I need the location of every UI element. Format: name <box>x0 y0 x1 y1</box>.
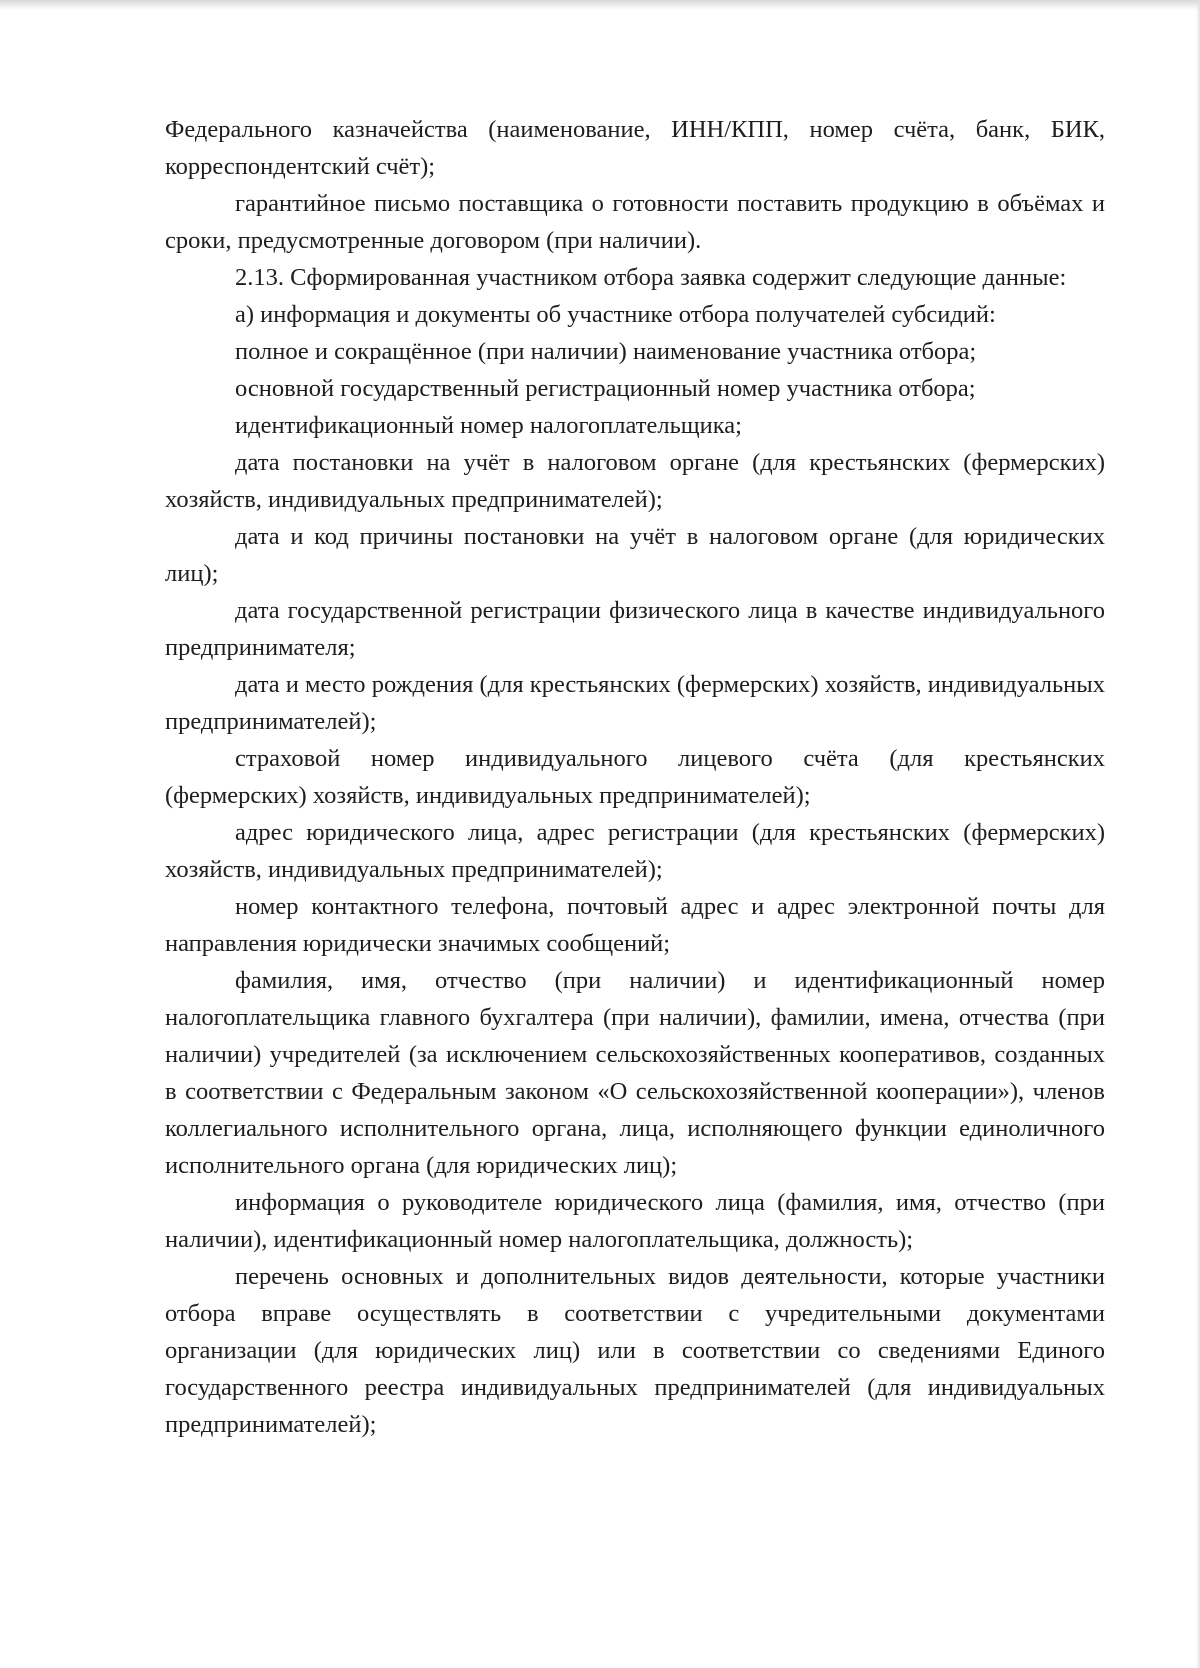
paragraph: полное и сокращённое (при наличии) наименование участника отбора; <box>235 338 977 365</box>
paragraph: 2.13. Сформированная участником отбора заявка содержит следующие данные: <box>235 264 1067 291</box>
paragraph: фамилия, имя, отчество (при наличии) и идентификационный номер налогоплательщика главного бухгалтера (при наличии), фамилии, имена, отчества (при наличии) учредителей (за исключением сельскохозяйственных кооперативов, созданных в соответствии с Федеральным законом «О сельскохозяйственной кооперации»), членов коллегиального исполнительного органа, лица, исполняющего функции единоличного исполнительного органа (для юридических лиц); <box>165 967 1105 1179</box>
scan-shadow-right <box>1196 0 1200 1668</box>
paragraph: дата и код причины постановки на учёт в налоговом органе (для юридических лиц); <box>165 523 1105 587</box>
paragraph: перечень основных и дополнительных видов деятельности, которые участники отбора вправе осуществлять в соответствии с учредительными документами организации (для юридических лиц) или в соответствии со сведениями Единого государственного реестра индивидуальных предпринимателей (для индивидуальных предпринимателей); <box>165 1263 1105 1438</box>
paragraph: адрес юридического лица, адрес регистрации (для крестьянских (фермерских) хозяйств, индивидуальных предпринимателей); <box>165 819 1105 883</box>
paragraph: дата постановки на учёт в налоговом органе (для крестьянских (фермерских) хозяйств, индивидуальных предпринимателей); <box>165 449 1105 513</box>
paragraph: дата и место рождения (для крестьянских (фермерских) хозяйств, индивидуальных предпринимателей); <box>165 671 1105 735</box>
paragraph: страховой номер индивидуального лицевого счёта (для крестьянских (фермерских) хозяйств, индивидуальных предпринимателей); <box>165 745 1105 809</box>
paragraph: Федерального казначейства (наименование, ИНН/КПП, номер счёта, банк, БИК, корреспондентский счёт); <box>165 116 1105 180</box>
paragraph: основной государственный регистрационный номер участника отбора; <box>235 375 976 402</box>
paragraph: а) информация и документы об участнике отбора получателей субсидий: <box>235 301 996 328</box>
paragraph: идентификационный номер налогоплательщика; <box>235 412 742 439</box>
paragraph: гарантийное письмо поставщика о готовности поставить продукцию в объёмах и сроки, предусмотренные договором (при наличии). <box>165 190 1105 254</box>
document-page <box>165 111 1105 1443</box>
scan-shadow-top <box>0 0 1200 10</box>
paragraph: номер контактного телефона, почтовый адрес и адрес электронной почты для направления юридически значимых сообщений; <box>165 893 1105 957</box>
paragraph: дата государственной регистрации физического лица в качестве индивидуального предпринимателя; <box>165 597 1105 661</box>
paragraph: информация о руководителе юридического лица (фамилия, имя, отчество (при наличии), идентификационный номер налогоплательщика, должность); <box>165 1189 1105 1253</box>
